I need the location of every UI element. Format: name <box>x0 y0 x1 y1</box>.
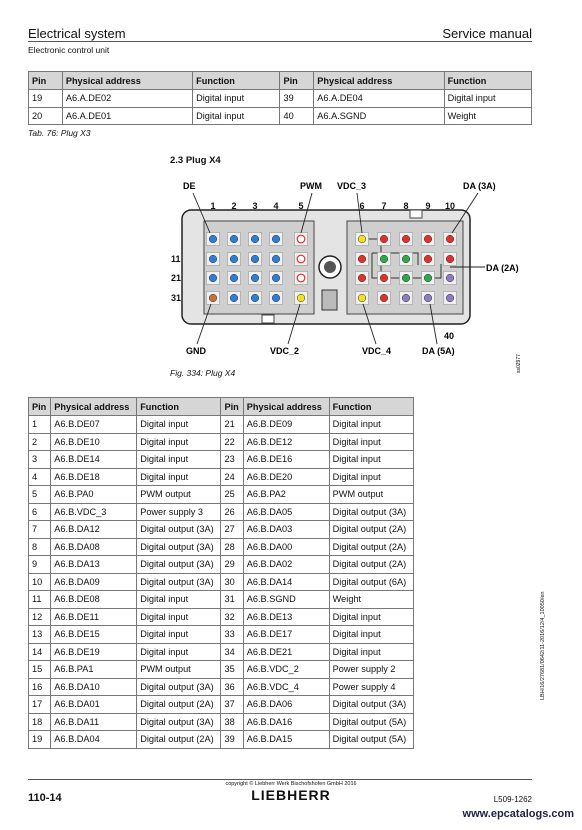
row-number: 31 <box>171 293 182 303</box>
table-cell: 40 <box>280 107 314 125</box>
label-da5a: DA (5A) <box>422 346 455 356</box>
pin-5-red <box>297 235 305 243</box>
table-caption: Tab. 76: Plug X3 <box>28 128 91 138</box>
table-cell: A6.B.DE18 <box>51 468 137 486</box>
pin-36-yellow <box>358 294 366 302</box>
pin-28-green <box>402 274 410 282</box>
table-cell: A6.B.DE08 <box>51 591 137 609</box>
table-cell: Digital input <box>329 608 413 626</box>
table-cell: PWM output <box>137 661 221 679</box>
table-row <box>29 573 414 591</box>
side-document-code: LBH/16/27681/0642/11-2016/12/4_10050/en <box>540 591 546 700</box>
pin-22-blue <box>230 274 238 282</box>
table-cell: 7 <box>29 521 51 539</box>
upper-notch <box>410 210 422 218</box>
table-cell: 14 <box>29 643 51 661</box>
pin-7-red <box>380 235 388 243</box>
pin-11-blue <box>209 255 217 263</box>
plug-x4-diagram <box>0 165 582 395</box>
liebherr-logo: LIEBHERR <box>251 787 331 803</box>
table-cell: Digital input <box>137 433 221 451</box>
table-cell: PWM output <box>329 486 413 504</box>
table-cell: Digital output (3A) <box>329 503 413 521</box>
table-cell: 32 <box>221 608 243 626</box>
table-cell: A6.B.DA09 <box>51 573 137 591</box>
column-header: Physical address <box>51 398 137 416</box>
table-cell: Digital input <box>329 433 413 451</box>
row-number: 21 <box>171 273 182 283</box>
column-header: Pin <box>221 398 243 416</box>
table-row <box>29 731 414 749</box>
header-divider <box>28 41 532 42</box>
table-cell: Digital input <box>137 416 221 434</box>
pin-4-blue <box>272 235 280 243</box>
pin-16-red <box>358 255 366 263</box>
table-cell: 6 <box>29 503 51 521</box>
table-cell: Digital input <box>137 626 221 644</box>
pin-24-blue <box>272 274 280 282</box>
watermark-link[interactable]: www.epcatalogs.com <box>462 808 574 820</box>
pin-17-green <box>380 255 388 263</box>
table-cell: Digital output (5A) <box>329 731 413 749</box>
pin-27-red <box>380 274 388 282</box>
table-cell: A6.B.DA16 <box>243 713 329 731</box>
table-cell: 30 <box>221 573 243 591</box>
table-row <box>29 556 414 574</box>
column-header: Function <box>444 72 531 90</box>
table-cell: 5 <box>29 486 51 504</box>
figure-code: ss02977 <box>516 354 522 373</box>
table-row <box>29 451 414 469</box>
table-row <box>29 538 414 556</box>
table-cell: Digital input <box>137 643 221 661</box>
pin-35-yellow <box>297 294 305 302</box>
pin-37-red <box>380 294 388 302</box>
plug-x3-table <box>28 71 532 125</box>
column-header: Pin <box>29 398 51 416</box>
table-cell: A6.B.DA12 <box>51 521 137 539</box>
pin-3-blue <box>251 235 259 243</box>
column-number: 1 <box>210 201 216 211</box>
table-cell: Digital input <box>137 591 221 609</box>
table-cell: Digital input <box>137 451 221 469</box>
table-cell: 20 <box>29 107 63 125</box>
pin-30-purple <box>446 274 454 282</box>
table-row <box>29 416 414 434</box>
table-cell: Digital output (2A) <box>329 556 413 574</box>
pin-39-purple <box>424 294 432 302</box>
table-cell: 37 <box>221 696 243 714</box>
figure-title: 2.3 Plug X4 <box>170 155 221 166</box>
table-cell: A6.B.DA15 <box>243 731 329 749</box>
table-cell: A6.B.DA05 <box>243 503 329 521</box>
center-latch <box>322 290 337 310</box>
table-cell: Digital output (2A) <box>137 696 221 714</box>
table-cell: 12 <box>29 608 51 626</box>
pin-34-blue <box>272 294 280 302</box>
pin-15-red <box>297 255 305 263</box>
column-header: Physical address <box>314 72 444 90</box>
table-cell: A6.B.DA02 <box>243 556 329 574</box>
table-cell: Digital output (2A) <box>329 521 413 539</box>
table-cell: A6.B.DE19 <box>51 643 137 661</box>
table-cell: 39 <box>221 731 243 749</box>
pin-18-green <box>402 255 410 263</box>
table-cell: A6.B.DA00 <box>243 538 329 556</box>
figure-caption: Fig. 334: Plug X4 <box>170 368 236 378</box>
table-cell: A6.B.DE07 <box>51 416 137 434</box>
table-cell: Digital input <box>444 90 531 108</box>
column-header: Function <box>137 398 221 416</box>
table-cell: Digital output (3A) <box>137 538 221 556</box>
table-row <box>29 433 414 451</box>
copyright-notice: copyright © Liebherr Werk Bischofshofen GmbH 2016 <box>225 781 357 787</box>
table-cell: A6.B.DE10 <box>51 433 137 451</box>
column-header: Pin <box>29 72 63 90</box>
plug-x4-table <box>28 397 414 749</box>
table-cell: Digital input <box>329 626 413 644</box>
table-cell: 24 <box>221 468 243 486</box>
table-cell: A6.B.DA04 <box>51 731 137 749</box>
table-row <box>29 626 414 644</box>
table-cell: Digital input <box>329 416 413 434</box>
column-header: Pin <box>280 72 314 90</box>
table-header-row <box>29 72 532 90</box>
label-da3a: DA (3A) <box>463 181 496 191</box>
table-cell: A6.B.PA1 <box>51 661 137 679</box>
table-cell: A6.B.DA10 <box>51 678 137 696</box>
column-number: 6 <box>359 201 365 211</box>
label-da2a: DA (2A) <box>486 263 519 273</box>
table-cell: A6.B.PA0 <box>51 486 137 504</box>
table-cell: 28 <box>221 538 243 556</box>
pin-19-red <box>424 255 432 263</box>
pin-8-red <box>402 235 410 243</box>
table-cell: 31 <box>221 591 243 609</box>
table-cell: 29 <box>221 556 243 574</box>
table-cell: A6.B.DA06 <box>243 696 329 714</box>
table-cell: Power supply 4 <box>329 678 413 696</box>
table-cell: Power supply 3 <box>137 503 221 521</box>
table-row <box>29 90 532 108</box>
table-cell: 27 <box>221 521 243 539</box>
table-cell: A6.B.DA13 <box>51 556 137 574</box>
table-cell: A6.B.PA2 <box>243 486 329 504</box>
column-header: Physical address <box>243 398 329 416</box>
table-cell: Digital input <box>137 468 221 486</box>
column-number: 8 <box>403 201 409 211</box>
table-cell: A6.B.VDC_3 <box>51 503 137 521</box>
table-cell: PWM output <box>137 486 221 504</box>
table-cell: A6.B.DE11 <box>51 608 137 626</box>
manual-title: Service manual <box>442 26 532 41</box>
table-cell: 9 <box>29 556 51 574</box>
table-row <box>29 713 414 731</box>
table-cell: Digital input <box>329 643 413 661</box>
table-cell: A6.B.VDC_2 <box>243 661 329 679</box>
table-cell: 1 <box>29 416 51 434</box>
pin-2-blue <box>230 235 238 243</box>
column-number: 3 <box>252 201 258 211</box>
label-vdc2: VDC_2 <box>270 346 300 356</box>
table-row <box>29 591 414 609</box>
table-header-row <box>29 398 414 416</box>
table-cell: 8 <box>29 538 51 556</box>
table-cell: Digital input <box>193 90 280 108</box>
table-cell: 36 <box>221 678 243 696</box>
table-cell: 17 <box>29 696 51 714</box>
table-row <box>29 696 414 714</box>
table-cell: A6.A.DE04 <box>314 90 444 108</box>
document-id: L509-1262 <box>493 795 532 804</box>
column-number: 5 <box>298 201 304 211</box>
label-vdc3: VDC_3 <box>337 181 367 191</box>
row-number: 11 <box>171 254 181 264</box>
table-cell: 21 <box>221 416 243 434</box>
table-cell: A6.B.DA08 <box>51 538 137 556</box>
table-cell: 15 <box>29 661 51 679</box>
pin-29-green <box>424 274 432 282</box>
column-header: Physical address <box>62 72 192 90</box>
table-cell: Digital input <box>329 451 413 469</box>
column-number: 2 <box>231 201 237 211</box>
table-cell: Digital output (3A) <box>137 556 221 574</box>
section-title: Electrical system <box>28 26 126 41</box>
label-pwm: PWM <box>300 181 322 191</box>
column-header: Function <box>193 72 280 90</box>
table-cell: Digital output (2A) <box>329 538 413 556</box>
table-cell: A6.B.DE20 <box>243 468 329 486</box>
pin-13-blue <box>251 255 259 263</box>
page-number: 110-14 <box>28 792 62 804</box>
table-cell: A6.B.DE21 <box>243 643 329 661</box>
pin-31-brown <box>209 294 217 302</box>
pin-14-blue <box>272 255 280 263</box>
label-gnd: GND <box>186 346 206 356</box>
table-cell: Digital output (3A) <box>137 713 221 731</box>
table-row <box>29 643 414 661</box>
table-cell: A6.B.DE15 <box>51 626 137 644</box>
table-row <box>29 521 414 539</box>
table-row <box>29 468 414 486</box>
table-cell: 35 <box>221 661 243 679</box>
table-cell: A6.B.DE17 <box>243 626 329 644</box>
pin-25-red <box>297 274 305 282</box>
table-row <box>29 678 414 696</box>
table-cell: 2 <box>29 433 51 451</box>
table-cell: 18 <box>29 713 51 731</box>
pin-12-blue <box>230 255 238 263</box>
pin-40-purple <box>446 294 454 302</box>
pin-32-blue <box>230 294 238 302</box>
column-number: 10 <box>445 201 456 211</box>
table-cell: 10 <box>29 573 51 591</box>
table-cell: 34 <box>221 643 243 661</box>
table-cell: A6.B.DE09 <box>243 416 329 434</box>
pin-23-blue <box>251 274 259 282</box>
pin-33-blue <box>251 294 259 302</box>
table-cell: 22 <box>221 433 243 451</box>
pin-38-purple <box>402 294 410 302</box>
table-cell: A6.B.DA14 <box>243 573 329 591</box>
column-number: 7 <box>381 201 387 211</box>
table-cell: A6.B.DE13 <box>243 608 329 626</box>
column-header: Function <box>329 398 413 416</box>
table-row <box>29 107 532 125</box>
table-cell: A6.B.SGND <box>243 591 329 609</box>
table-cell: Power supply 2 <box>329 661 413 679</box>
label-de: DE <box>183 181 196 191</box>
pin-9-red <box>424 235 432 243</box>
table-cell: A6.B.DA11 <box>51 713 137 731</box>
table-cell: 11 <box>29 591 51 609</box>
pin-20-red <box>446 255 454 263</box>
lower-notch <box>262 315 274 323</box>
table-cell: Digital output (3A) <box>137 678 221 696</box>
table-cell: 39 <box>280 90 314 108</box>
table-cell: A6.A.DE01 <box>62 107 192 125</box>
table-cell: Digital output (3A) <box>137 573 221 591</box>
footer-divider <box>28 779 532 780</box>
table-cell: 4 <box>29 468 51 486</box>
table-cell: 25 <box>221 486 243 504</box>
table-cell: 13 <box>29 626 51 644</box>
table-cell: A6.A.SGND <box>314 107 444 125</box>
table-cell: Digital output (5A) <box>329 713 413 731</box>
table-cell: 33 <box>221 626 243 644</box>
table-cell: Digital output (2A) <box>137 731 221 749</box>
table-cell: 19 <box>29 90 63 108</box>
table-cell: A6.B.VDC_4 <box>243 678 329 696</box>
table-cell: Digital output (6A) <box>329 573 413 591</box>
column-number: 9 <box>425 201 431 211</box>
table-cell: A6.A.DE02 <box>62 90 192 108</box>
table-cell: 23 <box>221 451 243 469</box>
table-row <box>29 503 414 521</box>
pin-6-yellow <box>358 235 366 243</box>
table-row <box>29 486 414 504</box>
table-cell: A6.B.DA01 <box>51 696 137 714</box>
table-cell: Digital input <box>329 468 413 486</box>
table-cell: A6.B.DA03 <box>243 521 329 539</box>
pin-21-blue <box>209 274 217 282</box>
table-cell: 16 <box>29 678 51 696</box>
table-row <box>29 608 414 626</box>
label-vdc4: VDC_4 <box>362 346 392 356</box>
table-cell: Digital input <box>193 107 280 125</box>
table-cell: 26 <box>221 503 243 521</box>
pin-10-red <box>446 235 454 243</box>
table-cell: 3 <box>29 451 51 469</box>
table-cell: 38 <box>221 713 243 731</box>
table-cell: Digital input <box>137 608 221 626</box>
table-cell: Weight <box>329 591 413 609</box>
table-cell: A6.B.DE14 <box>51 451 137 469</box>
table-cell: A6.B.DE12 <box>243 433 329 451</box>
pin-1-blue <box>209 235 217 243</box>
table-cell: Digital output (3A) <box>137 521 221 539</box>
table-row <box>29 661 414 679</box>
table-cell: Digital output (3A) <box>329 696 413 714</box>
table-cell: 19 <box>29 731 51 749</box>
subsection-title: Electronic control unit <box>28 45 110 55</box>
pin-40-label: 40 <box>444 331 455 341</box>
table-cell: A6.B.DE16 <box>243 451 329 469</box>
pin-26-red <box>358 274 366 282</box>
column-number: 4 <box>273 201 279 211</box>
table-cell: Weight <box>444 107 531 125</box>
